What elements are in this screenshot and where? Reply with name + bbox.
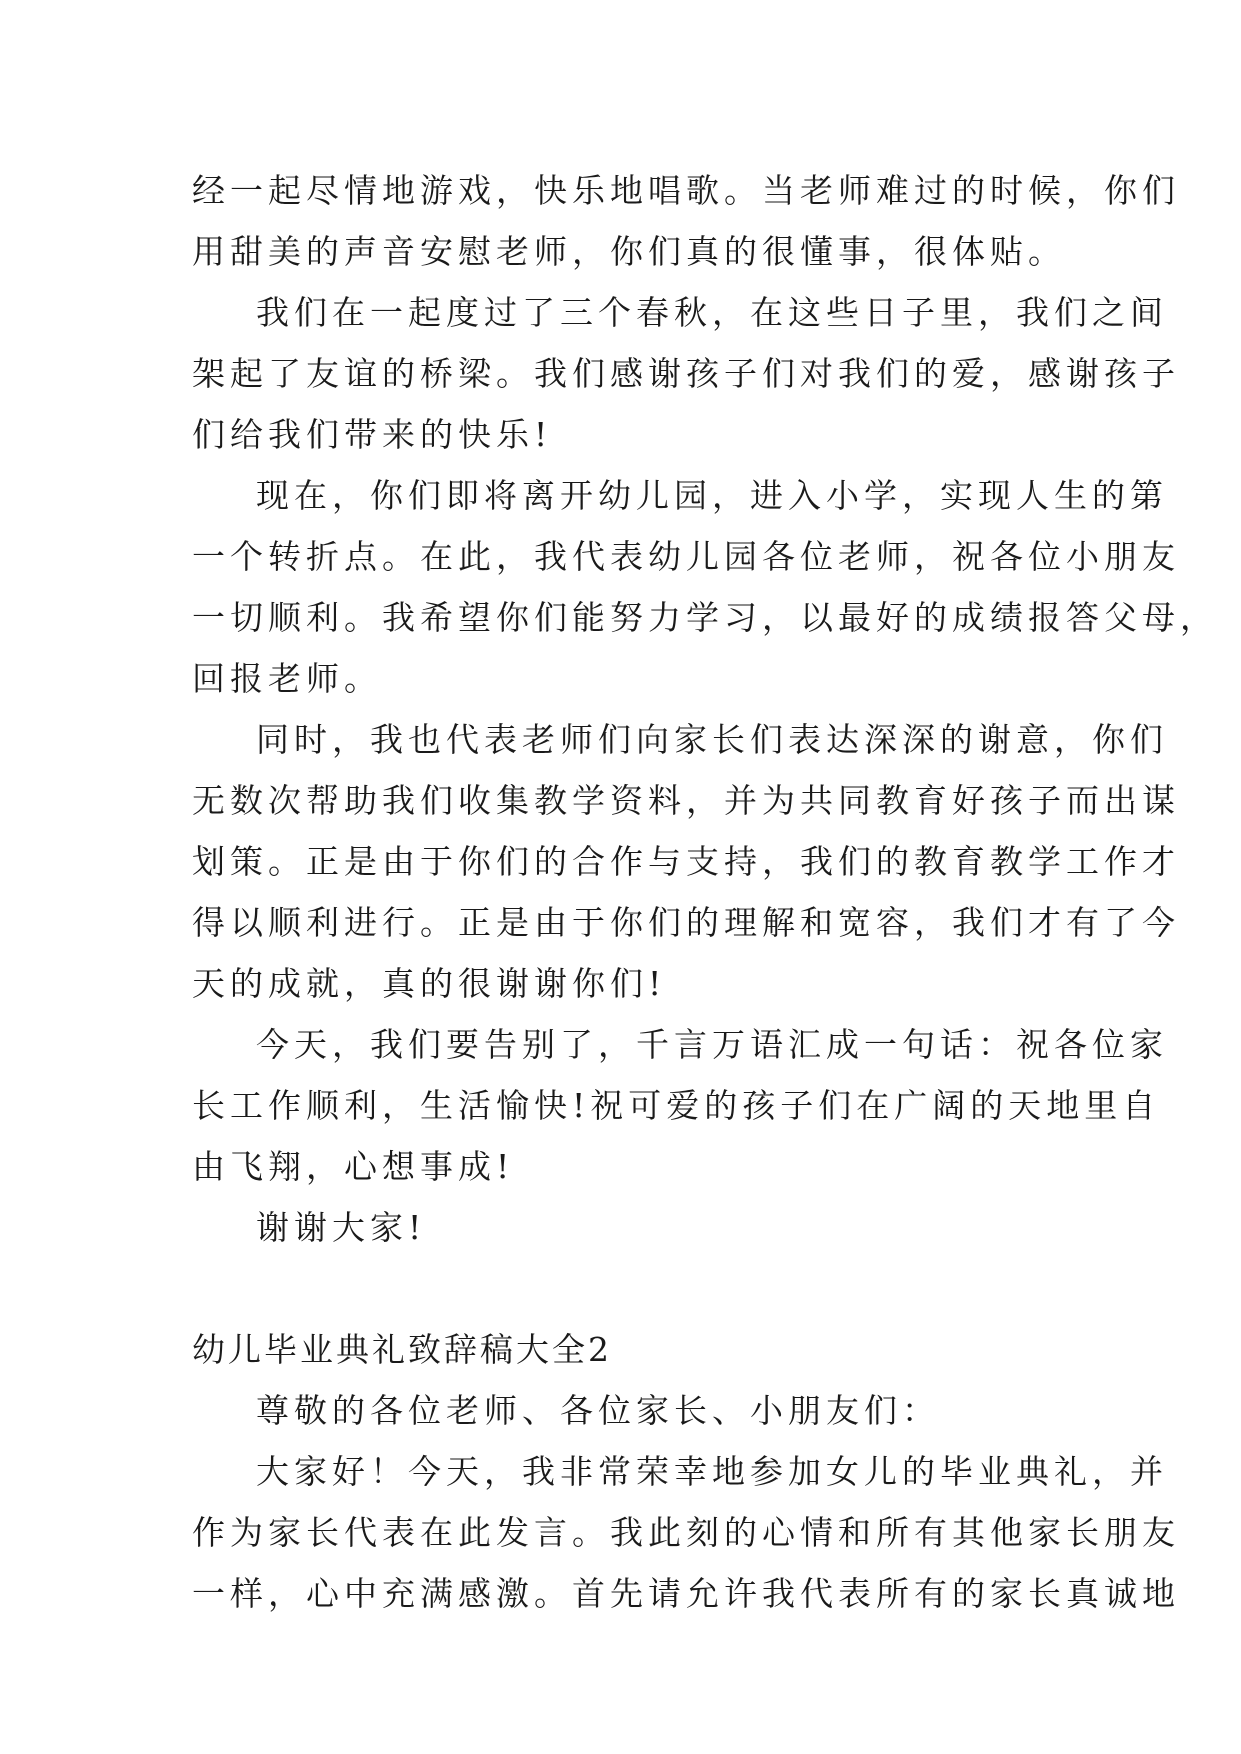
text-line: 们给我们带来的快乐! [192, 415, 553, 454]
text-line: 得以顺利进行。正是由于你们的理解和宽容，我们才有了今 [192, 903, 1180, 942]
paragraph-start: 现在，你们即将离开幼儿园，进入小学，实现人生的第 [256, 476, 1168, 515]
text-line: 用甜美的声音安慰老师，你们真的很懂事，很体贴。 [192, 232, 1066, 271]
salutation: 尊敬的各位老师、各位家长、小朋友们： [256, 1391, 940, 1430]
paragraph-start: 同时，我也代表老师们向家长们表达深深的谢意，你们 [256, 720, 1168, 759]
section-gap [192, 1258, 1052, 1319]
text-line: 回报老师。 [192, 659, 382, 698]
text-line: 无数次帮助我们收集教学资料，并为共同教育好孩子而出谋 [192, 781, 1180, 820]
paragraph-start: 我们在一起度过了三个春秋，在这些日子里，我们之间 [256, 293, 1168, 332]
text-line: 长工作顺利，生活愉快!祝可爱的孩子们在广阔的天地里自 [192, 1086, 1161, 1125]
paragraph-start: 谢谢大家! [256, 1208, 427, 1247]
text-line: 作为家长代表在此发言。我此刻的心情和所有其他家长朋友 [192, 1513, 1180, 1552]
document-body [192, 160, 1218, 1624]
section-heading: 幼儿毕业典礼致辞稿大全2 [192, 1330, 612, 1369]
text-line: 由飞翔，心想事成! [192, 1147, 515, 1186]
text-line: 经一起尽情地游戏，快乐地唱歌。当老师难过的时候，你们 [192, 171, 1180, 210]
text-line: 一切顺利。我希望你们能努力学习，以最好的成绩报答父母， [192, 598, 1218, 637]
text-line: 天的成就，真的很谢谢你们! [192, 964, 667, 1003]
text-line: 划策。正是由于你们的合作与支持，我们的教育教学工作才 [192, 842, 1180, 881]
paragraph-start: 大家好！今天，我非常荣幸地参加女儿的毕业典礼，并 [256, 1452, 1168, 1491]
text-line: 架起了友谊的桥梁。我们感谢孩子们对我们的爱，感谢孩子 [192, 354, 1180, 393]
text-line: 一样，心中充满感激。首先请允许我代表所有的家长真诚地 [192, 1574, 1180, 1613]
text-line: 一个转折点。在此，我代表幼儿园各位老师，祝各位小朋友 [192, 537, 1180, 576]
paragraph-start: 今天，我们要告别了，千言万语汇成一句话：祝各位家 [256, 1025, 1168, 1064]
